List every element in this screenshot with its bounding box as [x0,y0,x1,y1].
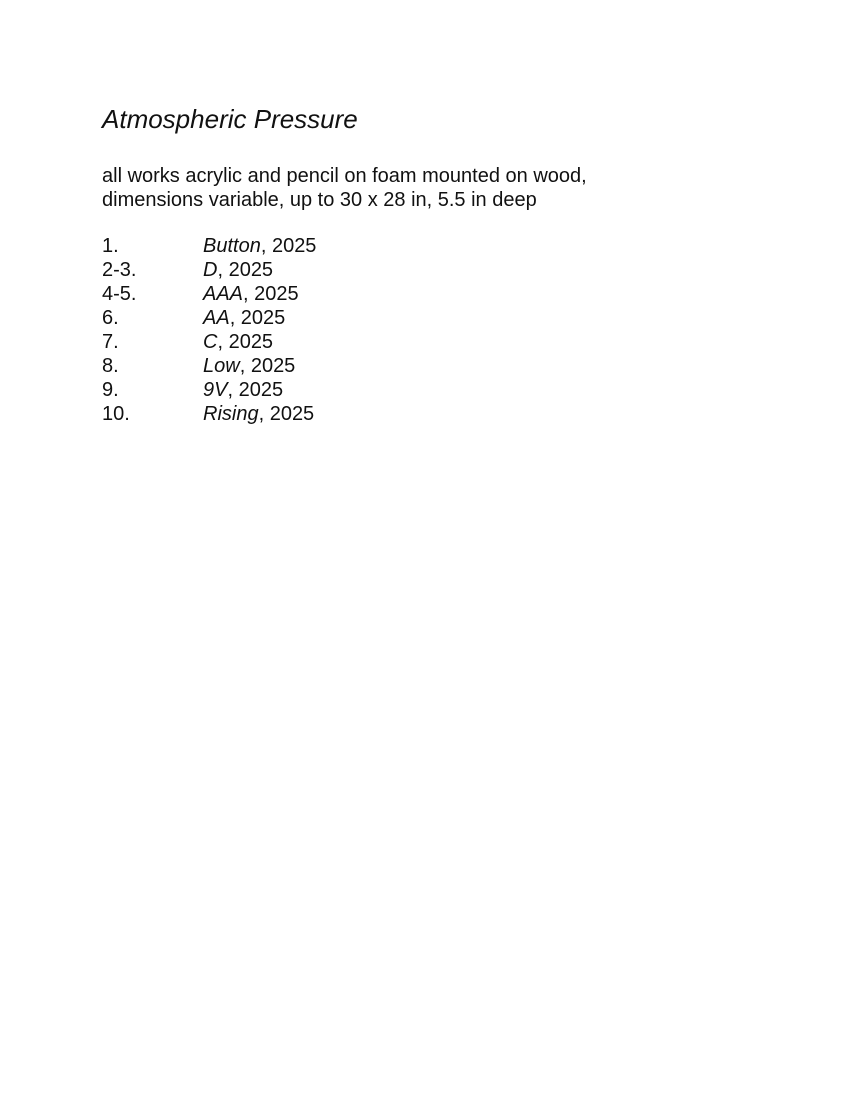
work-entry [203,258,273,282]
work-title: 9V [203,379,228,401]
work-number: 2-3. [102,259,137,281]
work-year: , 2025 [217,331,274,353]
work-year: , 2025 [227,379,284,401]
work-number: 7. [102,331,119,353]
work-number: 1. [102,235,119,257]
work-year: , 2025 [243,283,299,305]
works-list [102,234,802,426]
page-title: Atmospheric Pressure [102,104,358,134]
work-entry [203,282,299,306]
work-title: AAA [203,283,244,305]
description-line: dimensions variable, up to 30 x 28 in, 5.5 in deep [102,189,537,211]
work-year: , 2025 [239,355,296,377]
work-item [102,354,802,378]
work-item [102,378,802,402]
document-page [102,100,802,426]
work-entry [203,306,285,330]
work-item [102,282,802,306]
work-number: 10. [102,403,130,425]
work-title: Low [203,355,240,377]
work-number: 6. [102,307,119,329]
work-title: C [203,331,218,353]
description-line: all works acrylic and pencil on foam mounted on wood, [102,165,587,187]
work-entry [203,402,314,426]
work-title: Button [203,235,261,257]
work-year: , 2025 [229,307,286,329]
work-title: AA [203,307,230,329]
work-entry [203,330,273,354]
work-title: Rising [203,403,259,425]
work-entry [203,378,283,402]
work-item [102,306,802,330]
work-entry [203,354,295,378]
work-year: , 2025 [260,235,317,257]
work-item [102,402,802,426]
work-year: , 2025 [217,259,274,281]
work-entry [203,234,316,258]
work-number: 4-5. [102,283,137,305]
work-number: 9. [102,379,119,401]
work-item [102,258,802,282]
work-year: , 2025 [258,403,315,425]
work-title: D [203,259,218,281]
work-number: 8. [102,355,119,377]
work-item [102,234,802,258]
materials-description [102,164,802,212]
work-item [102,330,802,354]
